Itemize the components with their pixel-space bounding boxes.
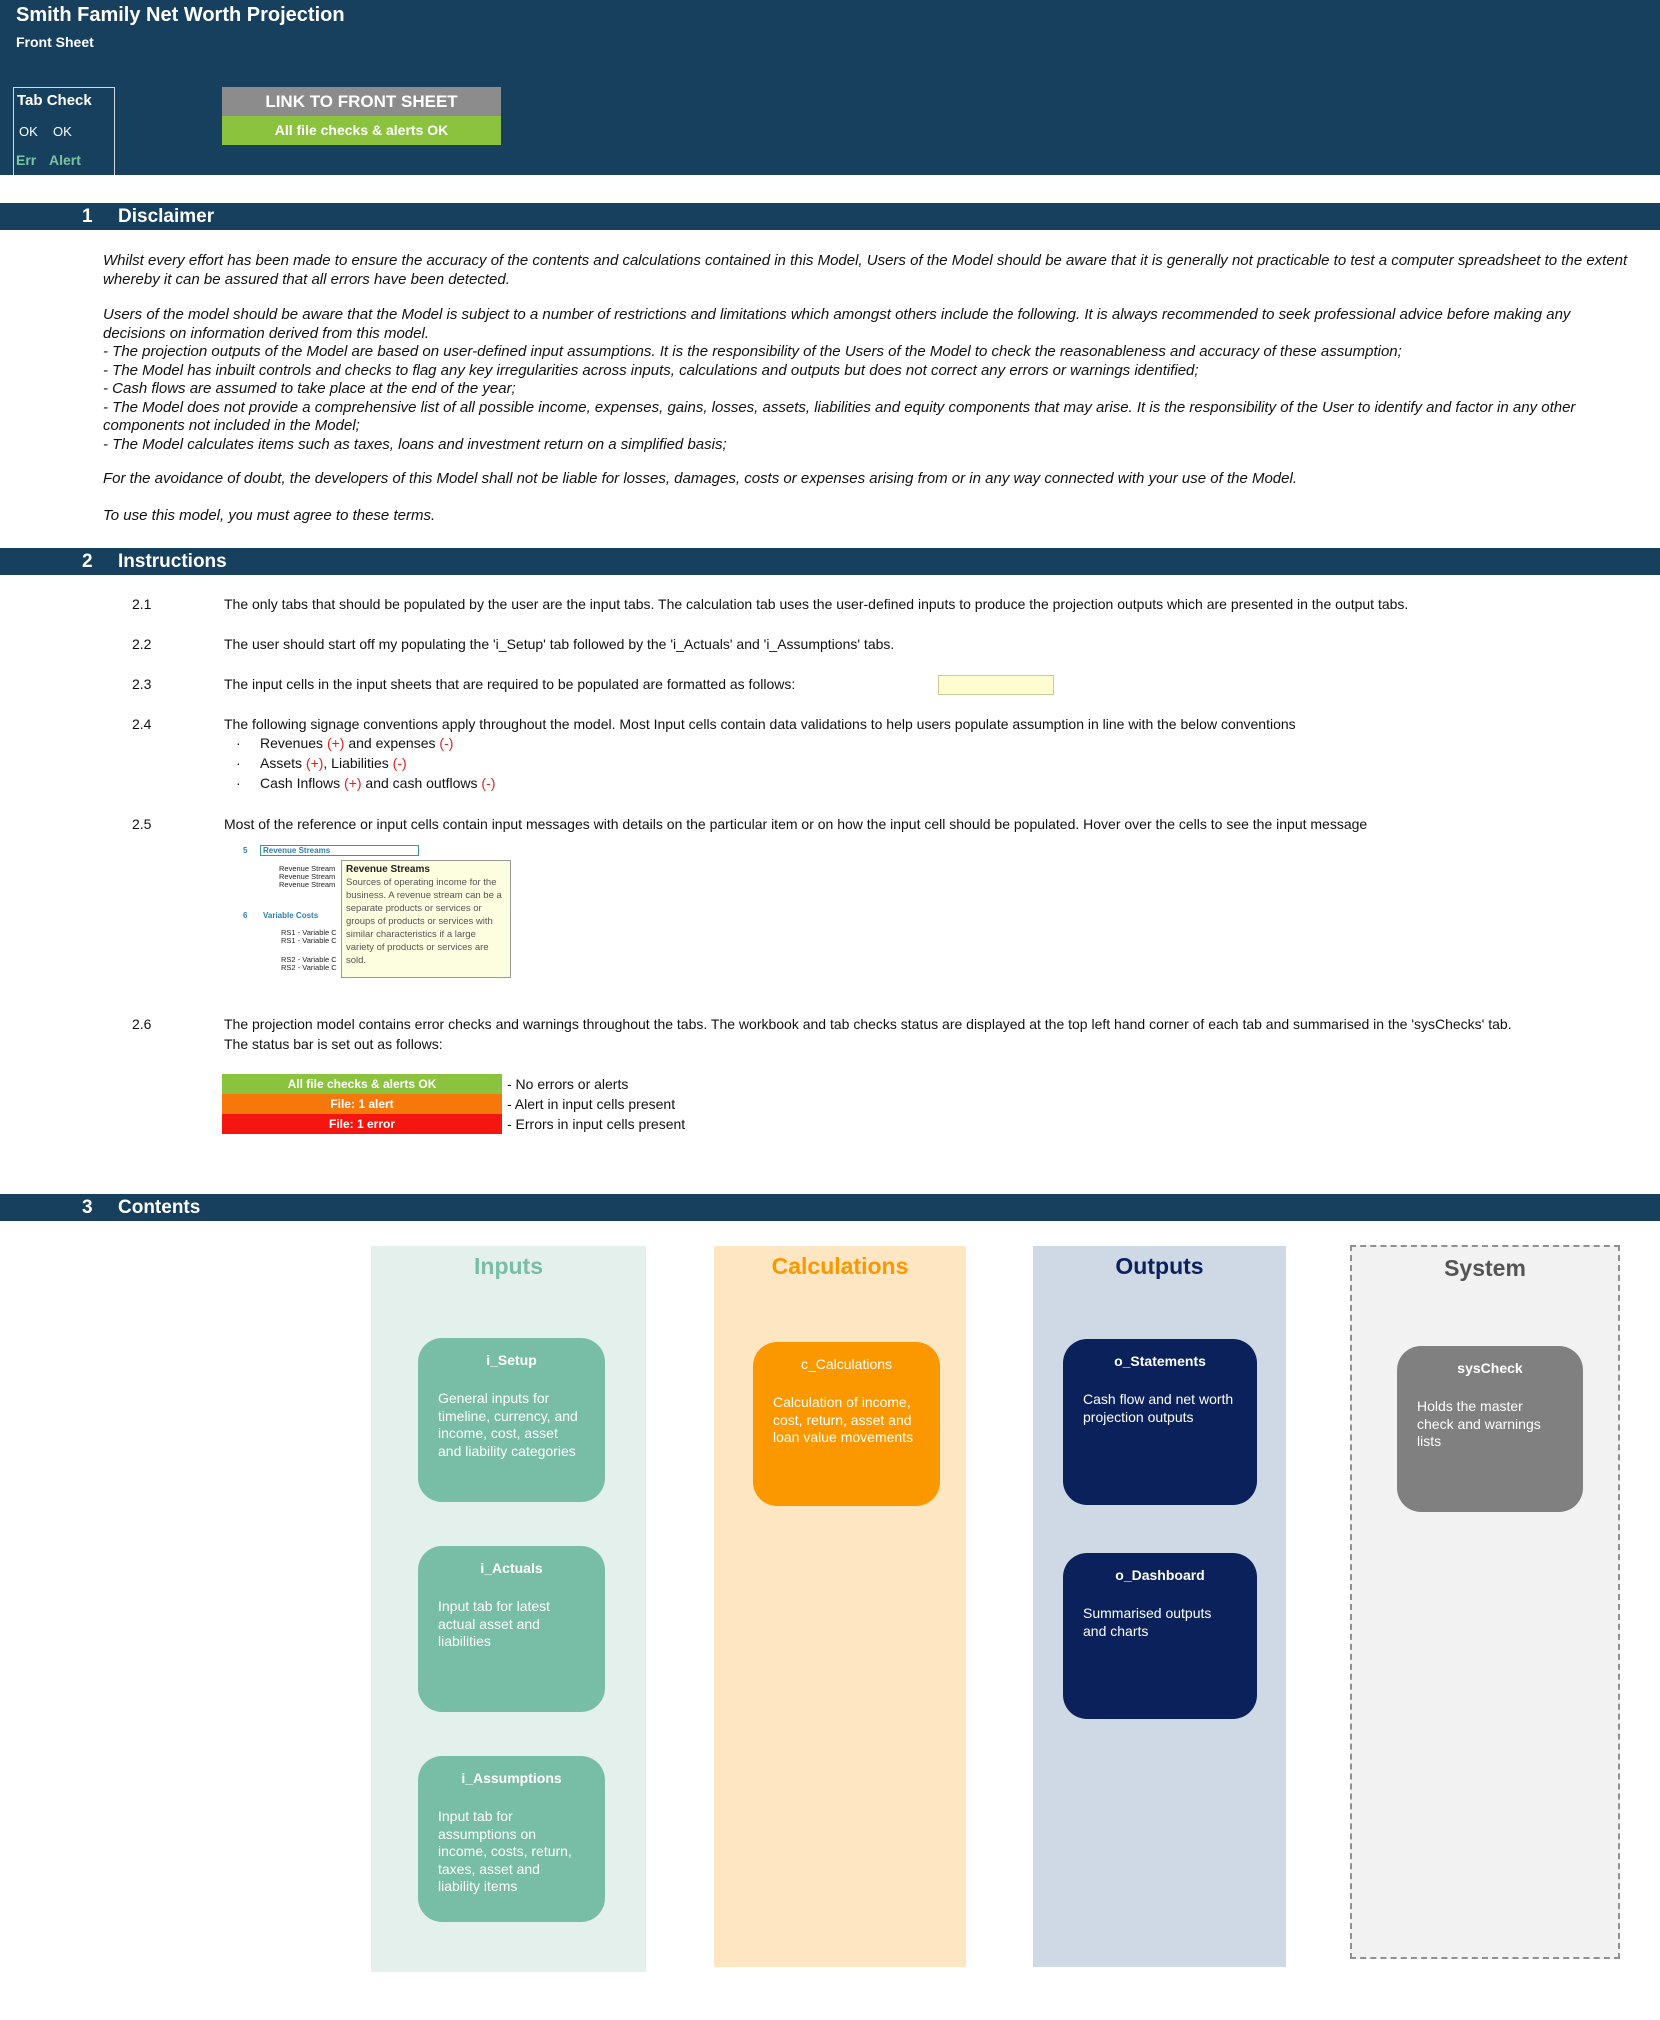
disclaimer-paragraph-3: For the avoidance of doubt, the developers of this Model shall not be liable for losses, damages, costs or expenses arising from or in any way connected with your use of the Model. [103,470,1297,487]
card-description: Input tab for assumptions on income, costs, return, taxes, asset and liability items [438,1808,572,1894]
signage-bullet: · Revenues (+) and expenses (-) [236,735,454,751]
section-header-contents [0,1194,1660,1221]
instruction-number: 2.3 [132,676,152,692]
tab-check-err-status: OK [19,124,38,139]
page-title: Smith Family Net Worth Projection [16,4,345,26]
disclaimer-line: - Cash flows are assumed to take place at the end of the year; [103,380,516,397]
column-title: Outputs [1115,1253,1204,1279]
calculations-column [714,1246,966,1967]
tab-card-c-calculations[interactable] [753,1342,940,1506]
column-title: Calculations [771,1253,909,1279]
card-title: i_Assumptions [461,1770,562,1786]
card-title: i_Actuals [480,1560,543,1576]
section-header-instructions [0,548,1660,575]
section-title: Disclaimer [118,206,215,227]
section-number: 2 [82,551,93,572]
instruction-number: 2.4 [132,716,152,732]
card-description: Input tab for latest actual asset and liabilities [438,1598,551,1649]
card-title: o_Statements [1114,1353,1206,1369]
disclaimer-line: - The Model does not provide a comprehensive list of all possible income, expenses, gains, losses, assets, liabilities and equity components that may arise. It is the responsibility of the User to identify and factor in any other components not included in the Model; [103,398,1576,434]
tab-card-i-assumptions[interactable] [418,1756,605,1922]
instruction-text: The projection model contains error checks and warnings throughout the tabs. The workbook and tab checks status are displayed at the top left hand corner of each tab and summarised in the 'sysChecks' tab. The status bar is set out as follows: [224,1016,1512,1052]
instruction-text: The following signage conventions apply throughout the model. Most Input cells contain data validations to help users populate assumption in line with the below conventions [224,716,1296,732]
card-description: Summarised outputs and charts [1083,1605,1212,1639]
instruction-number: 2.6 [132,1016,152,1032]
tooltip-title: Revenue Streams [346,864,430,875]
link-to-front-sheet-button[interactable]: LINK TO FRONT SHEET [222,87,501,116]
section-title: Contents [118,1197,201,1218]
tab-check-title: Tab Check [17,92,92,109]
page-subtitle: Front Sheet [16,34,94,50]
tab-card-o-statements[interactable] [1063,1339,1257,1505]
tab-card-i-setup[interactable] [418,1338,605,1502]
card-title: sysCheck [1457,1360,1523,1376]
column-title: Inputs [474,1253,543,1279]
section-number: 1 [82,206,93,227]
input-cell-format-sample [938,675,1054,695]
header-banner [0,0,1660,175]
status-error-description: - Errors in input cells present [507,1116,686,1132]
signage-bullet: · Cash Inflows (+) and cash outflows (-) [236,775,496,791]
system-column [1350,1245,1620,1959]
instruction-number: 2.1 [132,596,152,612]
instruction-number: 2.2 [132,636,152,652]
section-title: Instructions [118,551,227,572]
row-number: 5 [243,846,248,855]
disclaimer-paragraph-1: Whilst every effort has been made to ensure the accuracy of the contents and calculations contained in this Model, Users of the Model should be aware that it is generally not practicable to test a computer spreadsheet to the extent whereby it can be assured that all errors have been detected. [103,252,1628,288]
card-title: o_Dashboard [1115,1567,1205,1583]
outputs-column [1033,1246,1286,1967]
section-number: 3 [82,1197,93,1218]
tab-check-alert-status: OK [53,124,72,139]
disclaimer-line: - The Model calculates items such as taxes, loans and investment return on a simplified basis; [103,435,727,453]
instruction-text: Most of the reference or input cells contain input messages with details on the particular item or on how the input cell should be populated. Hover over the cells to see the input message [224,816,1368,832]
file-status-bar: All file checks & alerts OK [222,116,501,145]
row-number: 6 [243,911,248,920]
instruction-number: 2.5 [132,816,152,832]
input-message-tooltip [341,860,511,978]
signage-bullet: · Assets (+), Liabilities (-) [236,755,407,771]
tab-check-err-label: Err [16,152,37,168]
inputs-column [371,1246,646,1972]
status-alert-description: - Alert in input cells present [507,1096,676,1112]
disclaimer-paragraph-2 [103,306,1633,454]
status-ok-sample: All file checks & alerts OK [222,1074,502,1094]
tab-card-syscheck[interactable] [1397,1346,1583,1512]
card-title: i_Setup [486,1352,537,1368]
card-description: Calculation of income, cost, return, asset and loan value movements [773,1394,914,1445]
tab-check-alert-label: Alert [49,152,81,168]
card-description: General inputs for timeline, currency, and income, cost, asset and liability categories [438,1390,578,1459]
input-message-example: 5 Revenue Streams Revenue Stream Revenue Stream Revenue Stream 6 Variable Costs RS1 - Variable C RS1 - Variable C RS2 - Variable C RS2 - Variable C Revenue Streams Sources of operating income for the business. A revenue stream can be a separate products or services or groups of products or services with similar characteristics if a large variety of products or services are sold. [243,843,511,979]
disclaimer-line: - The Model has inbuilt controls and checks to flag any key irregularities across inputs, calculations and outputs but does not correct any errors or warnings identified; [103,361,1199,379]
card-description: Holds the master check and warnings lists [1417,1398,1541,1449]
status-ok-description: - No errors or alerts [507,1076,629,1092]
status-alert-sample: File: 1 alert [222,1094,502,1114]
disclaimer-line: Users of the model should be aware that the Model is subject to a number of restrictions and limitations which amongst others include the following. It is always recommended to seek professional advice before making any decisions on information derived from this model. [103,306,1571,342]
card-title: c_Calculations [800,1356,893,1372]
instruction-text: The input cells in the input sheets that are required to be populated are formatted as follows: [224,676,796,692]
tooltip-body: Sources of operating income for the business. A revenue stream can be a separate products or services or groups of products or services with similar characteristics if a large variety of products or services are sold. [346,877,502,966]
tab-card-i-actuals[interactable] [418,1546,605,1712]
tab-check-panel [13,87,115,175]
status-error-sample: File: 1 error [222,1114,502,1134]
instruction-text: The user should start off my populating the 'i_Setup' tab followed by the 'i_Actuals' and 'i_Assumptions' tabs. [224,636,895,652]
tab-card-o-dashboard[interactable] [1063,1553,1257,1719]
section-header-disclaimer [0,203,1660,230]
card-description: Cash flow and net worth projection outputs [1083,1391,1234,1425]
disclaimer-paragraph-4: To use this model, you must agree to these terms. [103,507,436,524]
variable-costs-label: Variable Costs [263,911,319,920]
disclaimer-line: - The projection outputs of the Model are based on user-defined input assumptions. It is the responsibility of the Users of the Model to check the reasonableness and accuracy of these assumption; [103,343,1402,360]
column-title: System [1444,1255,1526,1281]
instruction-text: The only tabs that should be populated by the user are the input tabs. The calculation tab uses the user-defined inputs to produce the projection outputs which are presented in the output tabs. [224,596,1409,612]
selected-cell: Revenue Streams [260,845,419,856]
